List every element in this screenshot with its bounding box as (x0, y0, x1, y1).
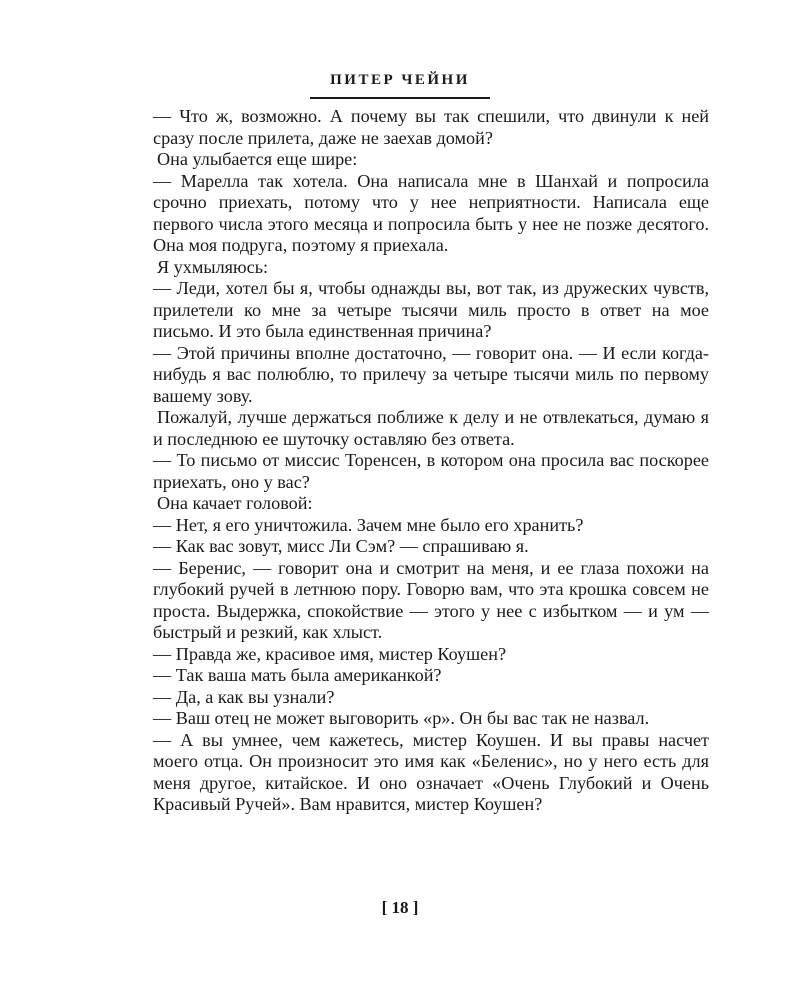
paragraph: — Да, а как вы узнали? (153, 686, 335, 707)
paragraph: — Что ж, возможно. А почему вы так спешили, что двинули к ней сразу после прилета, даже не заехав домой? (153, 106, 709, 148)
paragraph: Я ухмыляюсь: (157, 256, 269, 277)
paragraph: Она качает головой: (157, 493, 313, 513)
page-number: [ 18 ] (381, 898, 419, 917)
paragraph: — Марелла так хотела. Она написала мне в Шанхай и попросила срочно приехать, потому что у нее неприятности. Написала еще первого числа этого месяца и попросила быть у нее не позже десятого. Она моя подруга, поэтому я приехала. (153, 170, 709, 255)
paragraph: Она улыбается еще шире: (157, 149, 358, 169)
paragraph: — То письмо от миссис Торенсен, в котором она просила вас поскорее приехать, оно у вас? (153, 450, 709, 492)
paragraph: — Как вас зовут, мисс Ли Сэм? — спрашиваю я. (153, 536, 529, 556)
paragraph: — Так ваша мать была американкой? (153, 665, 442, 685)
paragraph: — Этой причины вполне достаточно, — говорит она. — И если когда-нибудь я вас полюблю, то прилечу за четыре тысячи миль по первому вашему зову. (153, 342, 709, 406)
paragraph: — Леди, хотел бы я, чтобы однажды вы, вот так, из дружеских чувств, прилетели ко мне за четыре тысячи миль просто в ответ на мое письмо. И это была единственная причина? (153, 278, 709, 341)
paragraph: — Беренис, — говорит она и смотрит на меня, и ее глаза похожи на глубокий ручей в летнюю пору. Говорю вам, что эта крошка совсем не проста. Выдержка, спокойствие — этого у нее с избытком — и ум — быстрый и резкий, как хлыст. (153, 557, 709, 642)
paragraph: Пожалуй, лучше держаться поближе к делу и не отвлекаться, думаю я и последнюю ее шуточку оставляю без ответа. (153, 407, 709, 449)
paragraph: — Нет, я его уничтожила. Зачем мне было его хранить? (153, 514, 584, 535)
body-text (153, 106, 709, 816)
paragraph: — Ваш отец не может выговорить «р». Он бы вас так не назвал. (153, 708, 650, 728)
paragraph: — А вы умнее, чем кажетесь, мистер Коушен. И вы правы насчет моего отца. Он произносит это имя как «Беленис», но у него есть для меня другое, китайское. И оно означает «Очень Глубокий и Очень Красивый Ручей». Вам нравится, мистер Коушен? (153, 729, 709, 814)
running-head: ПИТЕР ЧЕЙНИ (330, 72, 470, 88)
running-head-rule (310, 97, 490, 99)
paragraph: — Правда же, красивое имя, мистер Коушен? (153, 643, 507, 664)
